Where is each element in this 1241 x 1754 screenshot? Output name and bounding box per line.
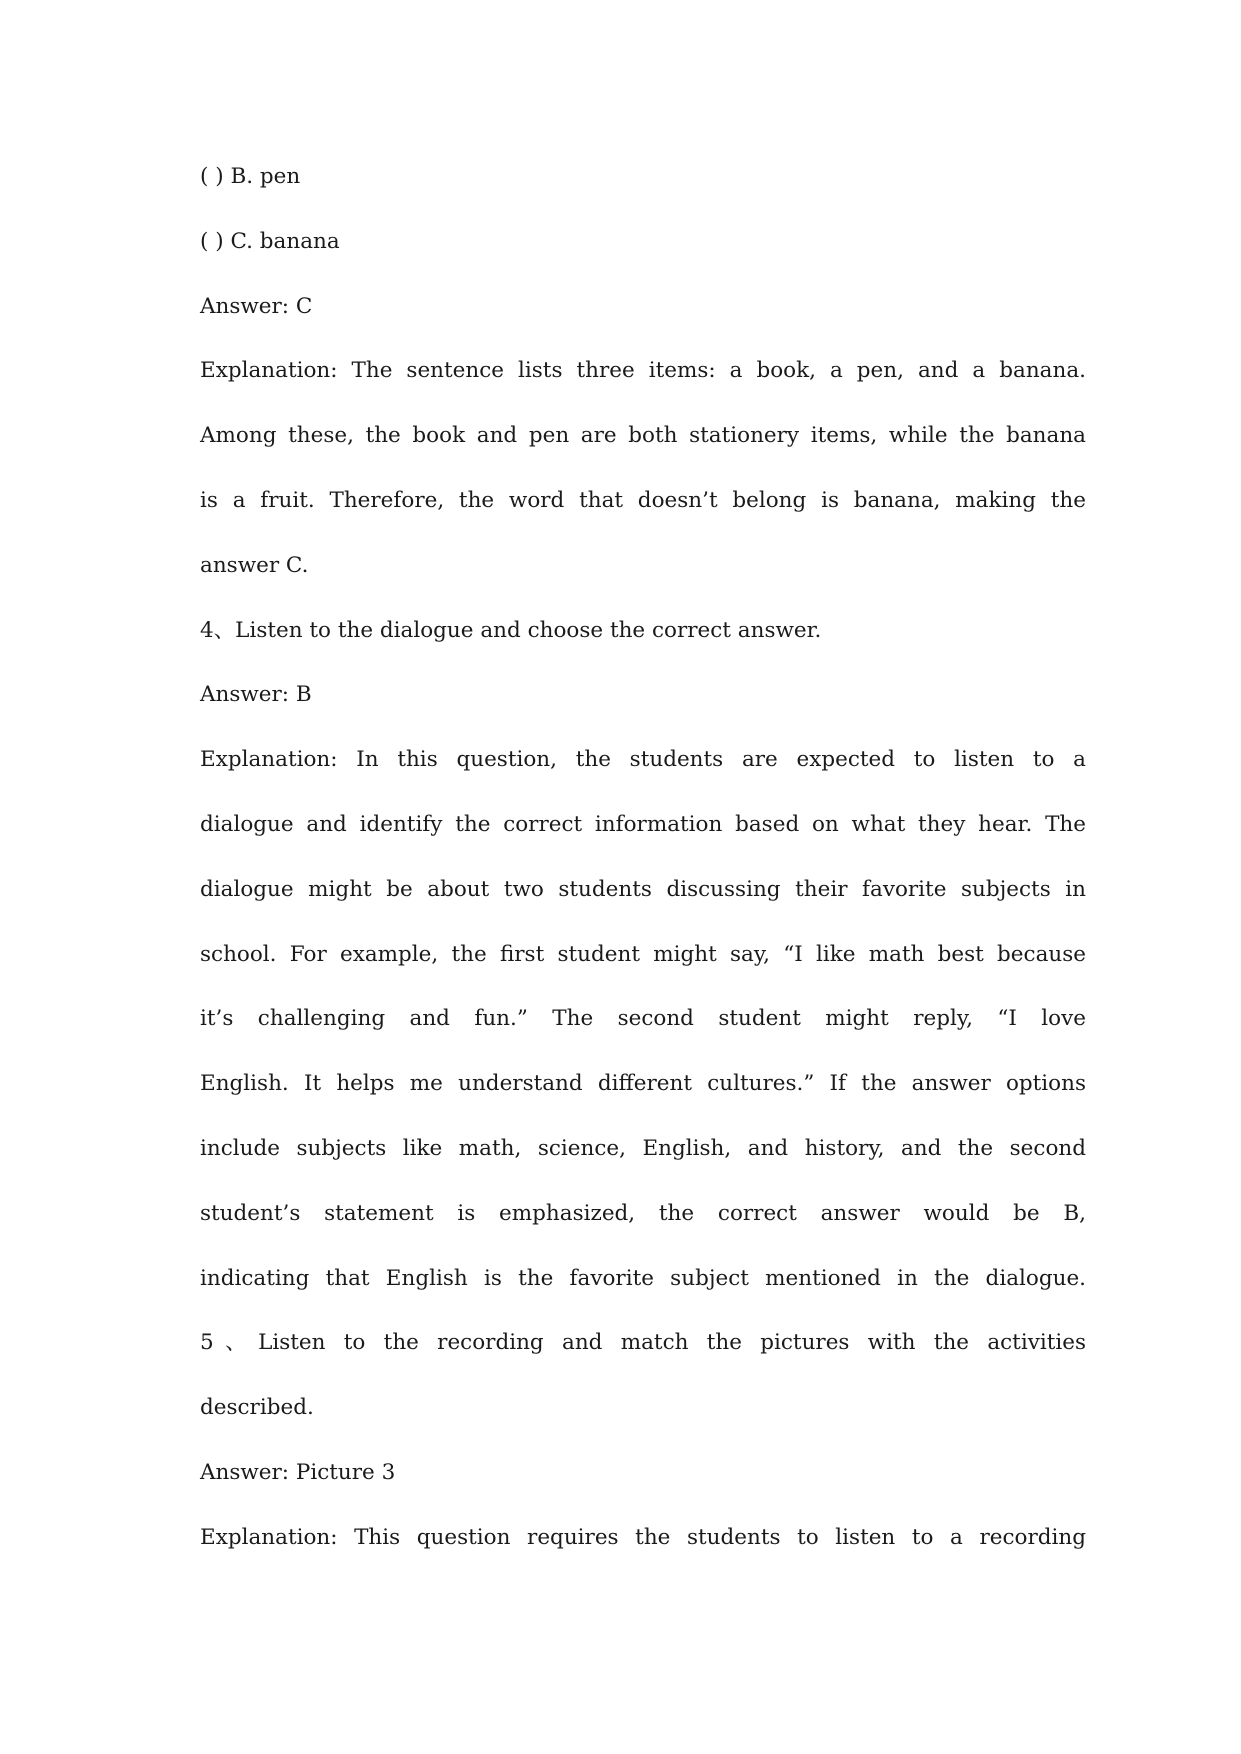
- option-c: ( ) C. banana: [200, 228, 340, 254]
- explanation-line: answer C.: [200, 552, 309, 578]
- question-heading: 4、Listen to the dialogue and choose the correct answer.: [200, 617, 822, 643]
- document-body: [200, 145, 1086, 1571]
- answer-line: Answer: C: [200, 293, 313, 319]
- option-b: ( ) B. pen: [200, 164, 301, 189]
- question-heading: described.: [200, 1395, 314, 1421]
- question-heading: 5、Listen to the recording and match the pictures with the activities: [200, 1330, 1086, 1356]
- explanation-line: dialogue and identify the correct information based on what they hear. The: [200, 811, 1086, 837]
- explanation-line: Explanation: In this question, the students are expected to listen to a: [200, 747, 1086, 773]
- explanation-line: dialogue might be about two students discussing their favorite subjects in: [200, 876, 1086, 902]
- explanation-line: student’s statement is emphasized, the correct answer would be B,: [200, 1200, 1086, 1226]
- explanation-line: it’s challenging and fun.” The second student might reply, “I love: [200, 1006, 1086, 1032]
- explanation-line: include subjects like math, science, English, and history, and the second: [200, 1135, 1086, 1161]
- explanation-line: English. It helps me understand different cultures.” If the answer options: [200, 1071, 1086, 1097]
- explanation-line: Explanation: This question requires the students to listen to a recording: [200, 1524, 1086, 1550]
- explanation-line: Among these, the book and pen are both stationery items, while the banana: [200, 423, 1086, 449]
- answer-line: Answer: Picture 3: [200, 1459, 396, 1485]
- answer-line: Answer: B: [200, 682, 312, 708]
- explanation-line: Explanation: The sentence lists three items: a book, a pen, and a banana.: [200, 358, 1086, 384]
- explanation-line: is a fruit. Therefore, the word that doesn’t belong is banana, making the: [200, 487, 1086, 513]
- explanation-line: indicating that English is the favorite subject mentioned in the dialogue.: [200, 1265, 1086, 1291]
- explanation-line: school. For example, the first student might say, “I like math best because: [200, 941, 1086, 967]
